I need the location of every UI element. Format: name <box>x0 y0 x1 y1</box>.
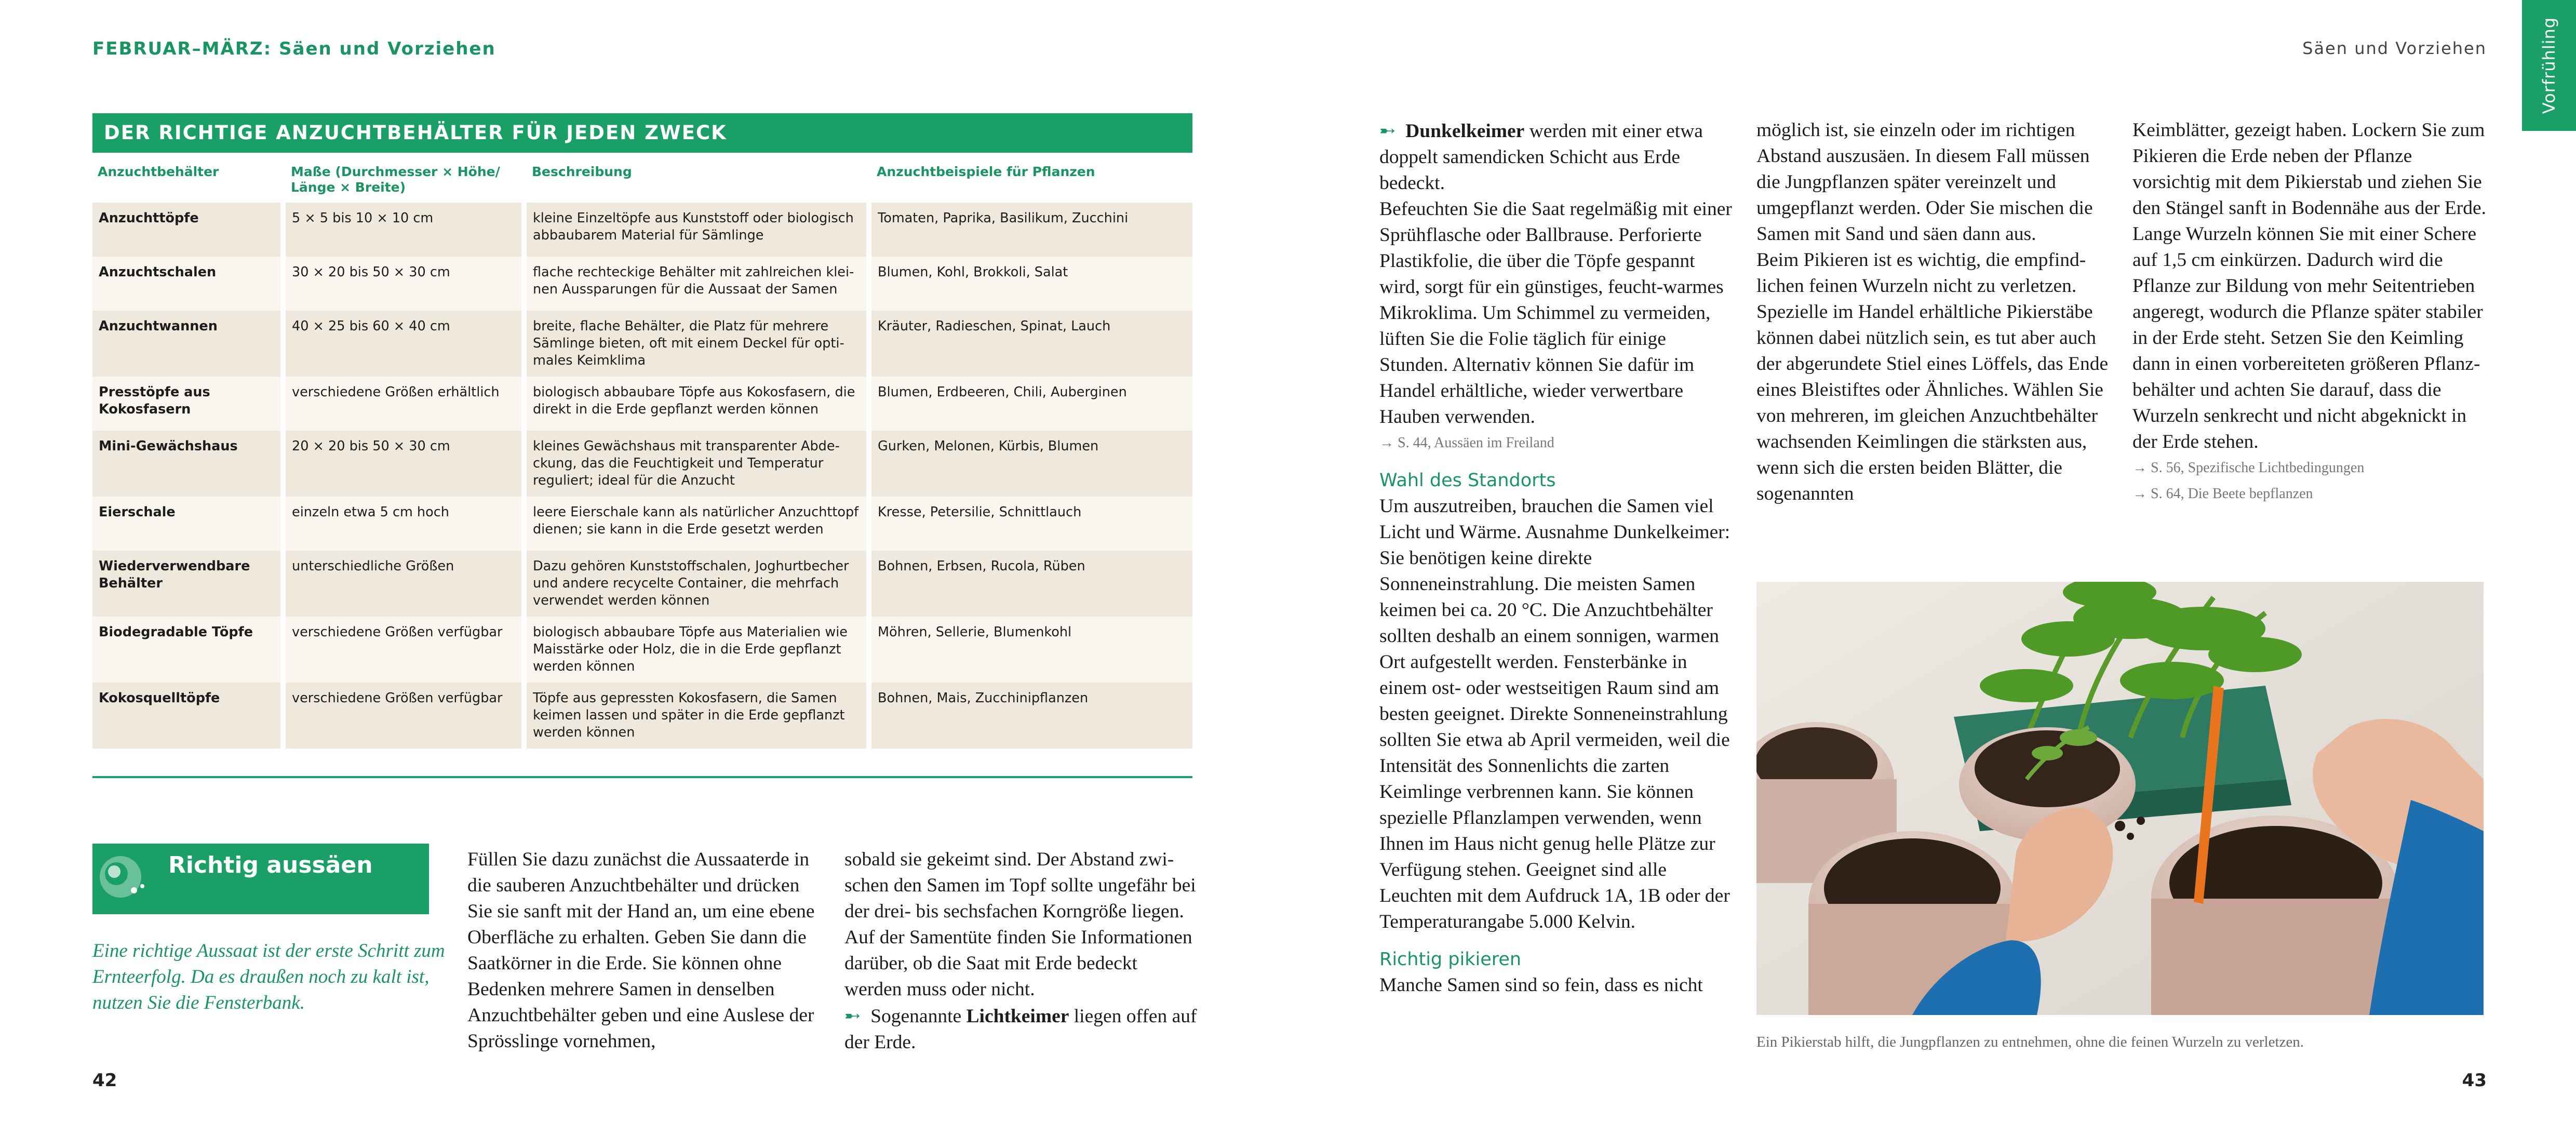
table-row <box>92 431 1192 497</box>
table-cell-size: 20 × 20 bis 50 × 30 cm <box>286 431 521 497</box>
table-cell-examples: Kräuter, Radieschen, Spinat, Lauch <box>871 311 1192 377</box>
body-column-3 <box>1379 117 1734 998</box>
table-row <box>92 203 1192 257</box>
table-cell-desc: Dazu gehören Kunststoffschalen, Joghurtbecher und andere recycelte Container, die mehrfach verwendet werden können <box>527 551 866 617</box>
table-cell-size: verschiedene Größen verfügbar <box>286 683 521 749</box>
column-header: Anzuchtbehälter <box>98 164 219 179</box>
container-table <box>87 160 1198 749</box>
bullet-text: Sogenannte <box>870 1006 967 1027</box>
table-cell-size: verschiedene Größen erhältlich <box>286 377 521 431</box>
seedling-icon <box>97 848 158 910</box>
table-cell-name: Eierschale <box>92 497 280 551</box>
table-row <box>92 497 1192 551</box>
table-cell-examples: Möhren, Sellerie, Blumenkohl <box>871 617 1192 683</box>
table-cell-examples: Bohnen, Erbsen, Rucola, Rüben <box>871 551 1192 617</box>
section-title: Richtig aussäen <box>168 852 373 878</box>
bullet-text: werden mit einer etwa doppelt samendicken Schicht aus Erde bedeckt. <box>1379 121 1703 194</box>
table-row <box>92 617 1192 683</box>
table-cell-name: Wiederverwendbare Behälter <box>92 551 280 617</box>
table-cell-desc: breite, flache Behälter, die Platz für mehrere Sämlinge bieten, oft mit einem Deckel für optimales Keimklima <box>527 311 866 377</box>
table-cell-size: einzeln etwa 5 cm hoch <box>286 497 521 551</box>
bullet-text: liegen offen auf der Erde. <box>844 1006 1197 1053</box>
table-title: DER RICHTIGE ANZUCHTBEHÄLTER FÜR JEDEN ZWECK <box>92 113 1192 153</box>
chapter-tab <box>2522 0 2576 131</box>
table-row <box>92 683 1192 749</box>
bullet-term: Dunkelkeimer <box>1405 121 1525 142</box>
table-row <box>92 377 1192 431</box>
paragraph: Befeuchten Sie die Saat regelmäßig mit einer Sprühflasche oder Ballbrause. Perforierte Plastikfolie, die über die Töpfe gespannt wird, sorgt für ein günstiges, feucht-warmes Mikroklima. Um Schimmel zu vermeiden, lüften Sie die Folie täglich für einige Stunden. Alternativ können Sie dafür im Handel erhältliche, wieder verwertbare Hauben verwenden. <box>1379 198 1732 428</box>
table-cell-examples: Blumen, Kohl, Brokkoli, Salat <box>871 257 1192 311</box>
table-cell-desc: kleine Einzeltöpfe aus Kunststoff oder biologisch abbaubarem Material für Sämlinge <box>527 203 866 257</box>
column-header: Beschreibung <box>532 164 632 179</box>
cross-reference[interactable]: → S. 56, Spezifische Lichtbedingungen <box>2132 460 2365 476</box>
page-number-right: 43 <box>2462 1070 2487 1091</box>
bullet-arrow-icon: ➸ <box>844 1004 861 1027</box>
spacer <box>1379 935 1734 946</box>
spacer <box>1379 456 1734 468</box>
paragraph: möglich ist, sie einzeln oder im richtigen Abstand auszusäen. In diesem Fall müssen die Jungpflanzen später vereinzelt und umgepflanzt werden. Oder Sie mischen die Samen mit Sand und säen dann aus. <box>1756 119 2093 245</box>
paragraph: Beim Pikieren ist es wichtig, die empfindlichen feinen Wurzeln nicht zu verletzen. Spezielle im Handel erhältliche Pikierstäbe können dabei nützlich sein, es tut aber auch der abgerundete Stiel eines Löffels, das Ende eines Bleistiftes oder Ähnliches. Wählen Sie von mehreren, im gleichen Anzuchtbehälter wachsenden Keimlingen die stärksten aus, wenn sich die ersten beiden Blätter, die sogenannten <box>1756 249 2109 504</box>
table-cell-desc: flache rechteckige Behälter mit zahlreichen kleinen Aussparungen für die Aussaat der Samen <box>527 257 866 311</box>
running-head-right: Säen und Vorziehen <box>2302 38 2487 58</box>
table-cell-name: Biodegradable Töpfe <box>92 617 280 683</box>
chapter-tab-label: Vorfrühling <box>2539 17 2559 114</box>
table-cell-name: Anzuchtwannen <box>92 311 280 377</box>
table-row <box>92 257 1192 311</box>
bullet-paragraph <box>844 1003 1198 1056</box>
running-head-left: FEBRUAR–MÄRZ: Säen und Vorziehen <box>92 38 496 59</box>
table-cell-size: 30 × 20 bis 50 × 30 cm <box>286 257 521 311</box>
table-cell-examples: Tomaten, Paprika, Basilikum, Zucchini <box>871 203 1192 257</box>
paragraph: Manche Samen sind so fein, dass es nicht <box>1379 974 1703 996</box>
table-cell-name: Anzuchttöpfe <box>92 203 280 257</box>
table-cell-name: Anzuchtschalen <box>92 257 280 311</box>
table-cell-examples: Blumen, Erdbeeren, Chili, Auberginen <box>871 377 1192 431</box>
table-cell-examples: Kresse, Petersilie, Schnittlauch <box>871 497 1192 551</box>
photo-caption: Ein Pikierstab hilft, die Jungpflanzen zu entnehmen, ohne die feinen Wurzeln zu verletzen. <box>1756 1034 2304 1050</box>
body-column-5 <box>2132 117 2491 507</box>
bullet-arrow-icon: ➸ <box>1379 119 1396 142</box>
cross-reference[interactable]: → S. 64, Die Beete bepflanzen <box>2132 486 2313 502</box>
table-row <box>92 551 1192 617</box>
body-column-1 <box>467 847 821 1054</box>
table-cell-desc: biologisch abbaubare Töpfe aus Materialien wie Maisstärke oder Holz, die in die Erde gepflanzt werden können <box>527 617 866 683</box>
subheading: Wahl des Standorts <box>1379 470 1556 491</box>
body-column-4 <box>1756 117 2112 507</box>
paragraph: Keimblätter, gezeigt haben. Lockern Sie zum Pikieren die Erde neben der Pflanze vorsichtig mit dem Pikierstab und ziehen Sie den Stängel sanft in Bodennähe aus der Erde. Lange Wurzeln können Sie mit einer Schere auf 1,5 cm einkürzen. Dadurch wird die Pflanze zur Bildung von mehr Seitentrieben angeregt, wodurch die Pflanze später stabiler in der Erde steht. Setzen Sie den Keimling dann in einen vorbereiteten größeren Pflanzbehälter und achten Sie darauf, dass die Wurzeln senkrecht und nicht abgeknickt in der Erde stehen. <box>2132 119 2487 452</box>
table-cell-name: Kokosquelltöpfe <box>92 683 280 749</box>
column-header: Anzuchtbeispiele für Pflanzen <box>877 164 1095 179</box>
table-cell-size: 5 × 5 bis 10 × 10 cm <box>286 203 521 257</box>
table-bottom-rule <box>92 776 1192 778</box>
paragraph: Füllen Sie dazu zunächst die Aussaaterde in die sauberen Anzuchtbehälter und drücken Sie sie sanft mit der Hand an, um eine ebene Oberfläche zu erhalten. Geben Sie dann die Saatkörner in die Erde. Sie können ohne Bedenken mehrere Samen in denselben Anzuchtbehälter geben und eine Auslese der Sprösslinge vornehmen, <box>467 849 815 1052</box>
table-cell-examples: Bohnen, Mais, Zucchinipflanzen <box>871 683 1192 749</box>
table-cell-name: Presstöpfe aus Kokosfasern <box>92 377 280 431</box>
bullet-term: Lichtkeimer <box>966 1006 1069 1027</box>
page-number-left: 42 <box>92 1070 117 1091</box>
table-cell-size: unterschiedliche Größen <box>286 551 521 617</box>
table-cell-desc: leere Eierschale kann als natürlicher Anzuchttopf dienen; sie kann in die Erde gesetzt werden <box>527 497 866 551</box>
subheading: Richtig pikieren <box>1379 949 1522 970</box>
section-lead: Eine richtige Aussaat ist der erste Schritt zum Ernteerfolg. Da es draußen noch zu kalt ist, nutzen Sie die Fensterbank. <box>92 940 445 1013</box>
table-cell-desc: Töpfe aus gepressten Kokosfasern, die Samen keimen lassen und später in die Erde gepflanzt werden können <box>527 683 866 749</box>
seedling-photo <box>1756 582 2484 1015</box>
table-cell-size: 40 × 25 bis 60 × 40 cm <box>286 311 521 377</box>
paragraph: Um auszutreiben, brauchen die Samen viel Licht und Wärme. Ausnahme Dunkelkeimer: Sie benötigen keine direkte Sonneneinstrahlung. Die meisten Samen keimen bei ca. 20 °C. Die Anzuchtbehälter sollten deshalb an einem sonnigen, warmen Ort aufgestellt werden. Fensterbänke in einem ost- oder westseitigen Raum sind am besten geeignet. Direkte Sonneneinstrahlung sollten Sie etwa ab April vermeiden, weil die Intensität des Sonnenlichts die zarten Keimlinge verbrennen kann. Sie können spezielle Pflanzlampen verwenden, wenn Ihnen im Haus nicht genug helle Plätze zur Verfügung stehen. Geeignet sind alle Leuchten mit dem Aufdruck 1A, 1B oder der Temperaturangabe 5.000 Kelvin. <box>1379 496 1730 932</box>
table-cell-desc: biologisch abbaubare Töpfe aus Kokosfasern, die direkt in die Erde gepflanzt werden können <box>527 377 866 431</box>
column-header: Maße (Durchmesser × Höhe/ Länge × Breite) <box>291 164 500 195</box>
cross-reference[interactable]: → S. 44, Aussäen im Freiland <box>1379 435 1554 451</box>
bullet-paragraph <box>1379 117 1734 196</box>
table-cell-examples: Gurken, Melonen, Kürbis, Blumen <box>871 431 1192 497</box>
table-cell-size: verschiedene Größen verfügbar <box>286 617 521 683</box>
paragraph: sobald sie gekeimt sind. Der Abstand zwischen den Samen im Topf sollte ungefähr bei der drei- bis sechsfachen Korngröße liegen. Auf der Samentüte finden Sie Informationen darüber, ob die Saat mit Erde bedeckt werden muss oder nicht. <box>844 849 1196 1000</box>
body-column-2 <box>844 847 1198 1056</box>
table-cell-name: Mini-Gewächshaus <box>92 431 280 497</box>
table-row <box>92 311 1192 377</box>
table-cell-desc: kleines Gewächshaus mit transparenter Abdeckung, das die Feuchtigkeit und Temperatur reguliert; ideal für die Anzucht <box>527 431 866 497</box>
